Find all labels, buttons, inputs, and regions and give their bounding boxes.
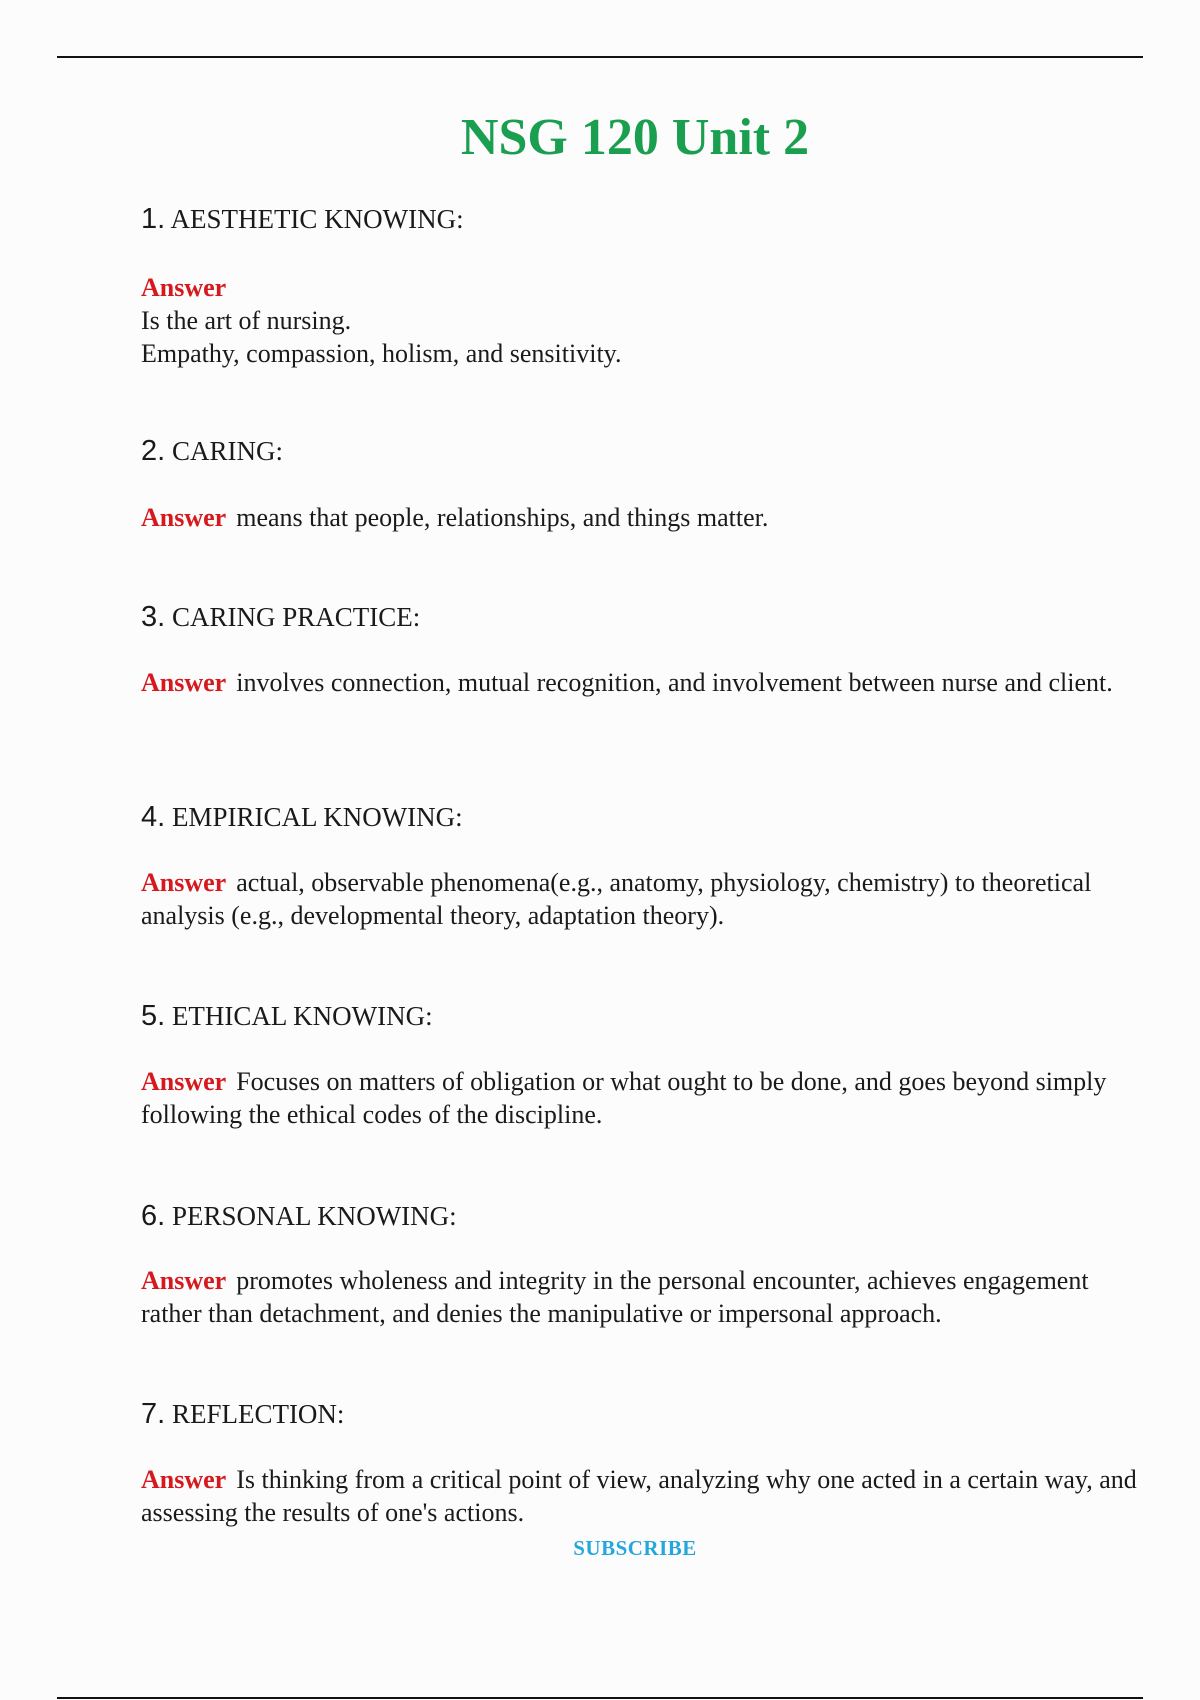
question-1 [141,203,1141,236]
answer-label: Answer [141,1067,227,1096]
question-number: 3. [141,601,166,633]
answer-line: Empathy, compassion, holism, and sensitivity. [141,339,622,368]
question-term: CARING: [171,436,283,466]
answer-4 [141,866,1141,932]
top-rule [57,56,1143,58]
question-term: ETHICAL KNOWING: [171,1001,433,1031]
answer-7 [141,1463,1141,1529]
answer-text: involves connection, mutual recognition, and involvement between nurse and client. [236,668,1113,697]
question-3 [141,601,1141,634]
answer-text: means that people, relationships, and things matter. [236,503,769,532]
question-4 [141,801,1141,834]
question-number: 4. [141,801,166,833]
question-term: CARING PRACTICE: [171,602,421,632]
answer-text: Focuses on matters of obligation or what ought to be done, and goes beyond simply following the ethical codes of the discipline. [141,1067,1107,1129]
answer-label: Answer [141,1266,227,1295]
question-7 [141,1398,1141,1431]
answer-text: promotes wholeness and integrity in the personal encounter, achieves engagement rather than detachment, and denies the manipulative or impersonal approach. [141,1266,1089,1328]
question-number: 2. [141,435,166,467]
answer-label: Answer [141,668,227,697]
answer-2 [141,501,1141,534]
question-number: 1. [141,203,166,235]
question-number: 7. [141,1398,166,1430]
question-number: 5. [141,1000,166,1032]
bottom-rule [57,1697,1143,1699]
answer-1 [141,271,1141,370]
question-2 [141,435,1141,468]
answer-label: Answer [141,868,227,897]
answer-label: Answer [141,503,227,532]
question-term: AESTHETIC KNOWING: [170,204,464,234]
answer-text: actual, observable phenomena(e.g., anatomy, physiology, chemistry) to theoretical analysis (e.g., developmental theory, adaptation theory). [141,868,1092,930]
answer-text: Is thinking from a critical point of view, analyzing why one acted in a certain way, and assessing the results of one's actions. [141,1465,1137,1527]
answer-3 [141,666,1141,699]
answer-label: Answer [141,1465,227,1494]
question-term: PERSONAL KNOWING: [171,1201,457,1231]
answer-line: Is the art of nursing. [141,306,352,335]
question-term: EMPIRICAL KNOWING: [171,802,463,832]
answer-6 [141,1264,1141,1330]
question-6 [141,1200,1141,1233]
page-title: NSG 120 Unit 2 [460,109,810,166]
question-number: 6. [141,1200,166,1232]
answer-5 [141,1065,1141,1131]
answer-label: Answer [141,273,227,302]
question-5 [141,1000,1141,1033]
subscribe-link[interactable]: SUBSCRIBE [573,1536,697,1560]
question-term: REFLECTION: [171,1399,345,1429]
